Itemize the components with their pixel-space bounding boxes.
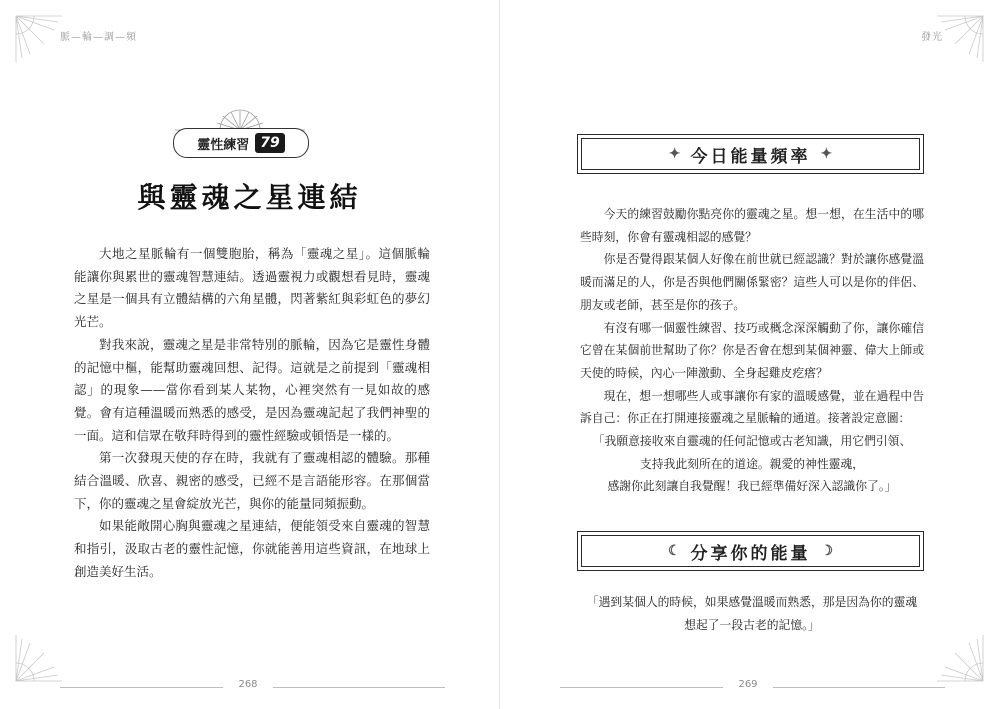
chapter-title: 與靈魂之星連結 [137, 181, 362, 214]
paragraph: 你是否覺得跟某個人好像在前世就已經認識？對於讓你感覺溫暖而滿足的人，你是否與他們關係緊密？這些人可以是你的伴侶、朋友或老師，甚至是你的孩子。 [580, 252, 924, 312]
heading-text: 今日能量頻率 [690, 146, 811, 167]
footer-rule [60, 687, 223, 688]
badge-number: 79 [255, 133, 284, 153]
paragraph: 有沒有哪一個靈性練習、技巧或概念深深觸動了你，讓你確信它曾在某個前世幫助了你？你是否會在想到某個神靈、偉大上師或天使的時候，內心一陣激動、全身起雞皮疙瘩？ [580, 320, 924, 380]
intention-line: 感謝你此刻讓自我覺醒！我已經準備好深入認識你了。」 [607, 479, 897, 494]
paragraph: 今天的練習鼓勵你點亮你的靈魂之星。想一想，在生活中的哪些時刻，你會有靈魂相認的感覺？ [580, 207, 924, 244]
section-heading [577, 134, 924, 174]
page-number: 269 [738, 679, 758, 690]
paragraph: 第一次發現天使的存在時，我就有了靈魂相認的體驗。那種結合溫暖、欣喜、親密的感受，已經不是言語能形容。在那個當下，你的靈魂之星會綻放光芒，與你的能量同頻振動。 [74, 450, 430, 511]
corner-ornament-icon [14, 14, 64, 64]
page-footer [0, 679, 499, 695]
page-number: 268 [238, 679, 258, 690]
energy-frequency-heading-box [577, 134, 924, 174]
footer-rule [273, 687, 445, 688]
quote-line: 「遇到某個人的時候，如果感覺溫暖而熟悉，那是因為你的靈魂 [586, 595, 918, 609]
intention-line: 「我願意接收來自靈魂的任何記憶或古老知識，用它們引領、 [592, 434, 912, 449]
paragraph: 如果能敞開心胸與靈魂之星連結，便能領受來自靈魂的智慧和指引，汲取古老的靈性記憶，你就能善用這些資訊，在地球上創造美好生活。 [74, 518, 430, 579]
practice-badge [173, 128, 309, 158]
share-quote [580, 591, 924, 636]
badge-label: 靈性練習 [197, 137, 250, 153]
page-footer [500, 679, 999, 695]
sparkle-right-icon: ✦ [820, 146, 833, 162]
crescent-right-icon: ☽ [820, 543, 834, 559]
section-heading [577, 531, 924, 571]
right-body-text [580, 203, 924, 498]
left-page [0, 0, 499, 709]
footer-rule [560, 687, 723, 688]
running-head: 發光 [921, 32, 943, 43]
sparkle-left-icon: ✦ [668, 146, 681, 162]
heading-text: 分享你的能量 [690, 543, 811, 564]
quote-line: 想起了一段古老的記憶。」 [684, 617, 820, 632]
crescent-left-icon: ☾ [667, 543, 681, 559]
footer-rule [773, 687, 945, 688]
corner-ornament-icon [14, 633, 64, 683]
corner-ornament-icon [935, 633, 985, 683]
practice-badge-ornament [165, 108, 315, 164]
intention-line: 支持我此刻所在的道途。親愛的神性靈魂， [639, 456, 865, 471]
paragraph: 大地之星脈輪有一個雙胞胎，稱為「靈魂之星」。這個脈輪能讓你與累世的靈魂智慧連結。透過靈視力或觀想看見時，靈魂之星是一個具有立體結構的六角星體，閃著紫紅與彩虹色的夢幻光芒。 [74, 246, 430, 330]
paragraph: 現在，想一想哪些人或事讓你有家的溫暖感覺，並在過程中告訴自己：你正在打開連接靈魂之星脈輪的通道。接著設定意圖： [580, 388, 924, 426]
paragraph: 對我來說，靈魂之星是非常特別的脈輪，因為它是靈性身體的記憶中樞，能幫助靈魂回想、記得。這就是之前提到「靈魂相認」的現象——當你看到某人某物，心裡突然有一見如故的感覺。會有這種溫暖而熟悉的感受，是因為靈魂記起了我們神聖的一面。這和信眾在敬拜時得到的靈性經驗或頓悟是一樣的。 [74, 336, 430, 443]
running-head: 脈—輪—調—頻 [60, 32, 137, 43]
share-energy-heading-box [577, 531, 924, 571]
left-body-text [74, 243, 430, 584]
